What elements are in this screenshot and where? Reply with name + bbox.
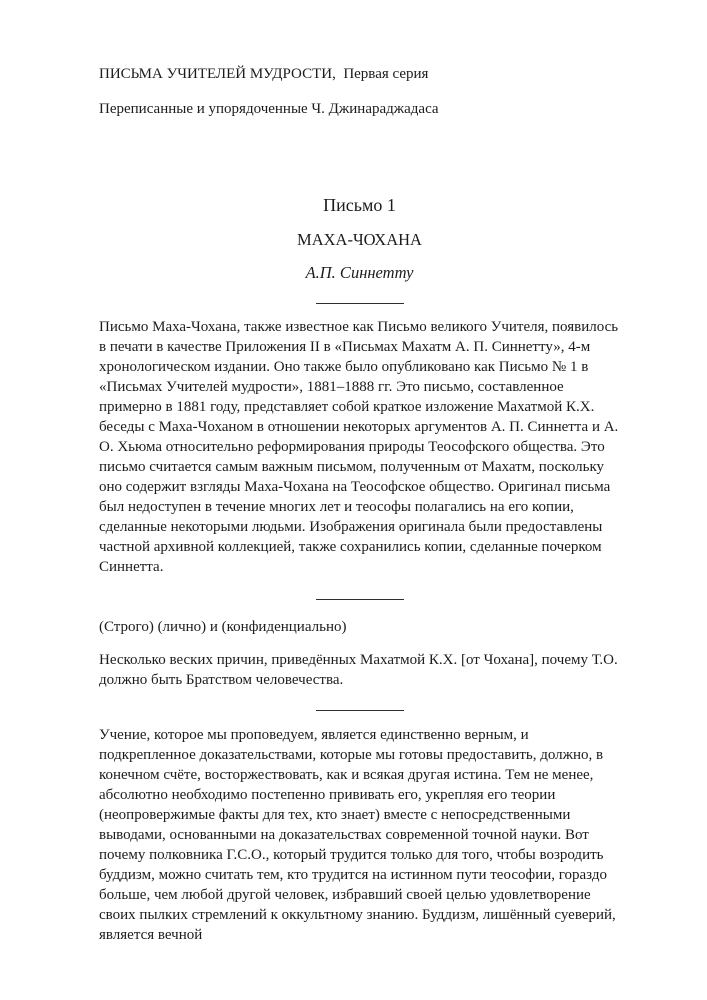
body-paragraph: Учение, которое мы проповедуем, является единственно верным, и подкрепленное доказательствами, которые мы готовы предоставить, должно, в конечном счёте, восторжествовать, как и всякая другая истина. Тем не менее, абсолютно необходимо постепенно прививать его, укрепляя его теории (неопровержимые факты для тех, кто знает) вместе с непосредственными выводами, основанными на доказательствах современной точной науки. Вот почему полковника Г.С.О., который трудится только для того, чтобы возродить буддизм, можно считать тем, кто трудится на истинном пути теософии, гораздо больше, чем любой другой человек, избравший своей целью удовлетворение своих пылких стремлений к оккультному знанию. Буддизм, лишённый суеверий, является вечной bbox=[99, 727, 620, 943]
series-title: ПИСЬМА УЧИТЕЛЕЙ МУДРОСТИ, Первая серия bbox=[99, 66, 429, 82]
letter-author: МАХА-ЧОХАНА bbox=[297, 230, 422, 249]
compiler-line: Переписанные и упорядоченные Ч. Джинараджадаса bbox=[99, 101, 439, 117]
section-divider bbox=[316, 710, 404, 711]
letter-title: Письмо 1 bbox=[323, 195, 396, 215]
intro-paragraph: Письмо Маха-Чохана, также известное как Письмо великого Учителя, появилось в печати в качестве Приложения II в «Письмах Махатм А. П. Синнетту», 4-м хронологическом издании. Оно также было опубликовано как Письмо № 1 в «Письмах Учителей мудрости», 1881–1888 гг. Это письмо, составленное примерно в 1881 году, представляет собой краткое изложение Махатмой К.Х. беседы с Маха-Чоханом в отношении некоторых аргументов А. П. Синнетта и А. О. Хьюма относительно реформирования природы Теософского общества. Это письмо считается самым важным письмом, полученным от Махатм, поскольку оно содержит взгляды Маха-Чохана на Теософское общество. Оригинал письма был недоступен в течение многих лет и теософы полагались на его копии, сделанные некоторыми людьми. Изображения оригинала были предоставлены частной архивной коллекцией, также сохранились копии, сделанные почерком Синнетта. bbox=[99, 319, 623, 575]
confidential-note: (Строго) (лично) и (конфиденциально) bbox=[99, 619, 347, 635]
letter-addressee: А.П. Синнетту bbox=[305, 263, 414, 282]
section-divider bbox=[316, 599, 404, 600]
summary-note: Несколько веских причин, приведённых Махатмой К.Х. [от Чохана], почему Т.О. должно быть Братством человечества. bbox=[99, 652, 622, 688]
section-divider bbox=[316, 303, 404, 304]
